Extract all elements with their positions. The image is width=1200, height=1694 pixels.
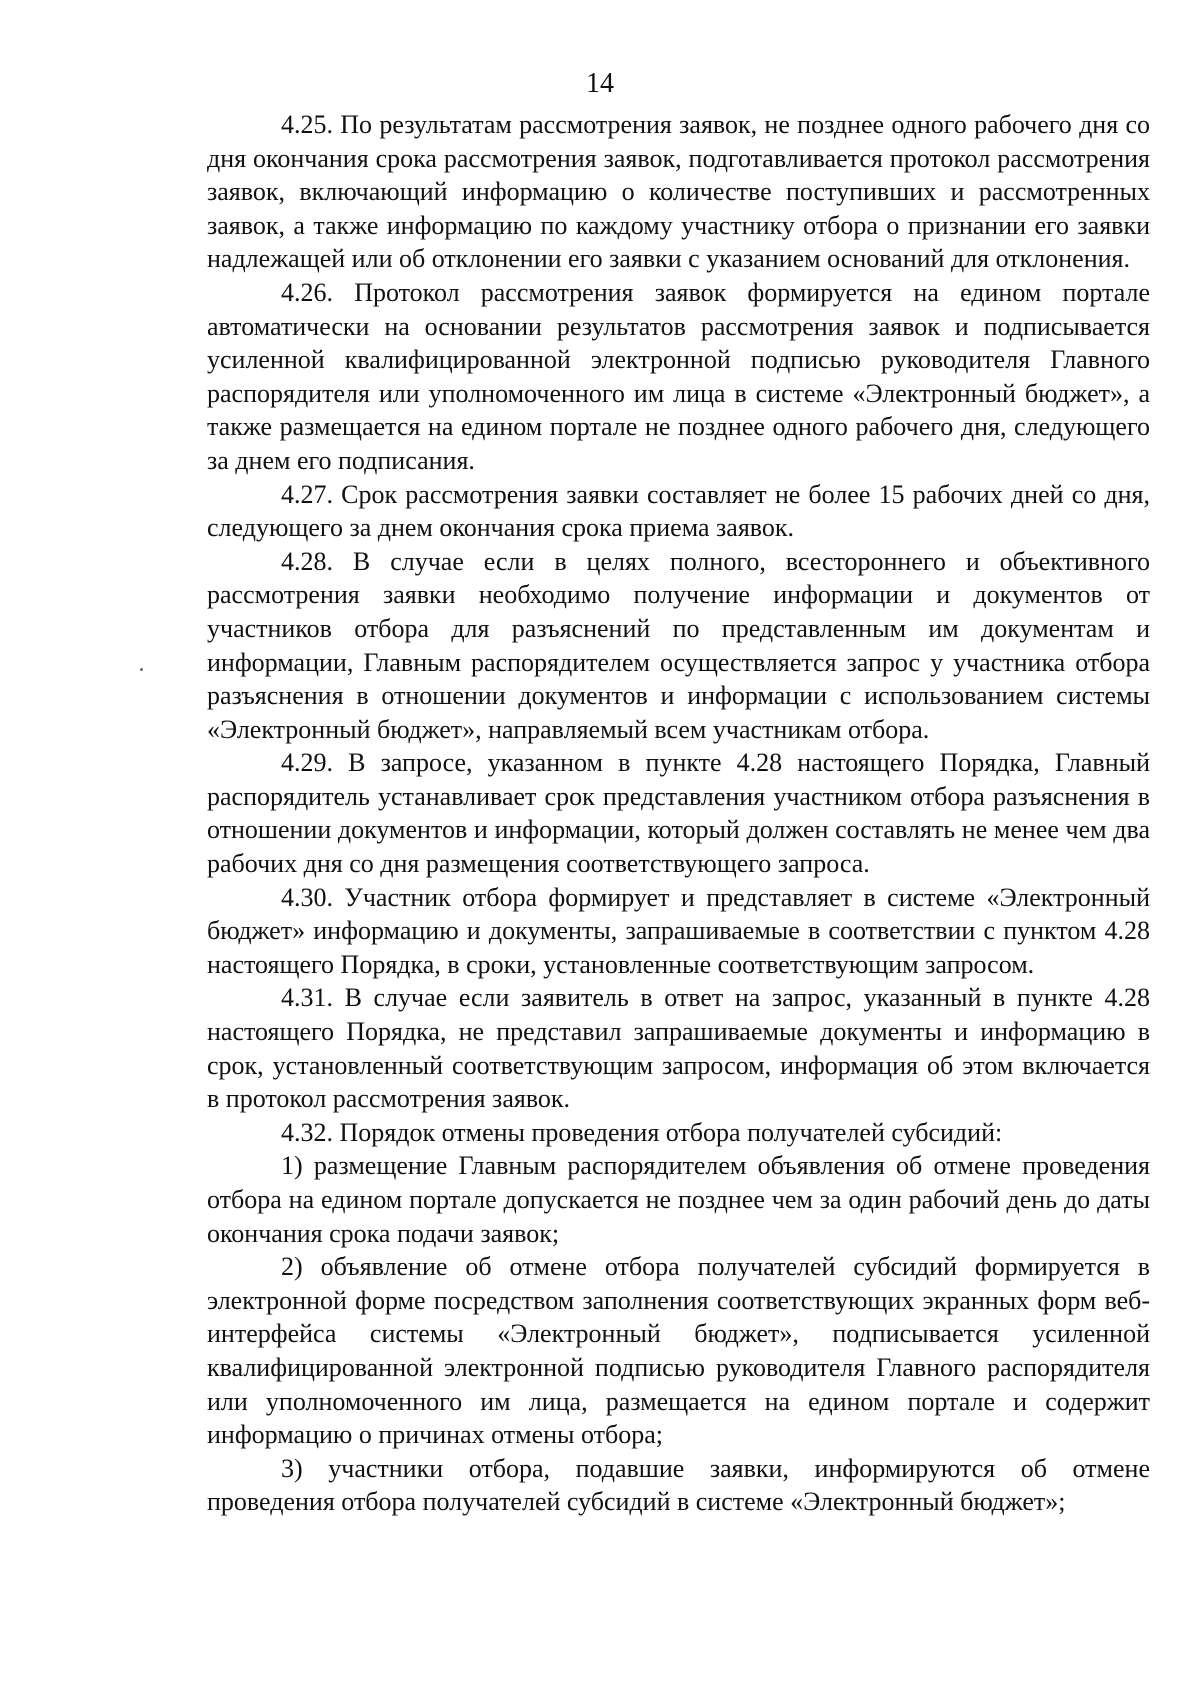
paragraph-4-26: 4.26. Протокол рассмотрения заявок формируется на едином портале автоматически на основании результатов рассмотрения заявок и подписывается усиленной квалифицированной электронной подписью руководителя Главного распорядителя или уполномоченного им лица в системе «Электронный бюджет», а также размещается на едином портале не позднее одного рабочего дня, следующего за днем его подписания. [207,277,1150,475]
paragraph-4-32: 4.32. Порядок отмены проведения отбора получателей субсидий: [281,1117,1003,1147]
paragraph-4-28: 4.28. В случае если в целях полного, всестороннего и объективного рассмотрения заявки необходимо получение информации и документов от участников отбора для разъяснений по представленным им документам и информации, Главным распорядителем осуществляется запрос у участника отбора разъяснения в отношении документов и информации с использованием системы «Электронный бюджет», направляемый всем участникам отбора. [207,546,1150,744]
document-body [207,108,1150,1519]
paragraph-4-27: 4.27. Срок рассмотрения заявки составляет не более 15 рабочих дней со дня, следующего за днем окончания срока приема заявок. [207,479,1150,543]
paragraph-4-30: 4.30. Участник отбора формирует и представляет в системе «Электронный бюджет» информацию и документы, запрашиваемые в соответствии с пунктом 4.28 настоящего Порядка, в сроки, установленные соответствующим запросом. [207,882,1150,979]
list-item-3: 3) участники отбора, подавшие заявки, информируются об отмене проведения отбора получателей субсидий в системе «Электронный бюджет»; [207,1453,1150,1517]
paragraph-4-25: 4.25. По результатам рассмотрения заявок, не позднее одного рабочего дня со дня окончания срока рассмотрения заявок, подготавливается протокол рассмотрения заявок, включающий информацию о количестве поступивших и рассмотренных заявок, а также информацию по каждому участнику отбора о признании его заявки надлежащей или об отклонении его заявки с указанием оснований для отклонения. [207,110,1150,274]
list-item-1: 1) размещение Главным распорядителем объявления об отмене проведения отбора на едином портале допускается не позднее чем за один рабочий день до даты окончания срока подачи заявок; [207,1151,1150,1248]
page-number: 14 [586,68,614,99]
scan-speck [140,668,143,671]
list-item-2: 2) объявление об отмене отбора получателей субсидий формируется в электронной форме посредством заполнения соответствующих экранных форм веб-интерфейса системы «Электронный бюджет», подписывается усиленной квалифицированной электронной подписью руководителя Главного распорядителя или уполномоченного им лица, размещается на едином портале и содержит информацию о причинах отмены отбора; [207,1252,1150,1450]
paragraph-4-29: 4.29. В запросе, указанном в пункте 4.28 настоящего Порядка, Главный распорядитель устанавливает срок представления участником отбора разъяснения в отношении документов и информации, который должен составлять не менее чем два рабочих дня со дня размещения соответствующего запроса. [207,748,1150,879]
paragraph-4-31: 4.31. В случае если заявитель в ответ на запрос, указанный в пункте 4.28 настоящего Порядка, не представил запрашиваемые документы и информацию в срок, установленный соответствующим запросом, информация об этом включается в протокол рассмотрения заявок. [207,983,1150,1114]
